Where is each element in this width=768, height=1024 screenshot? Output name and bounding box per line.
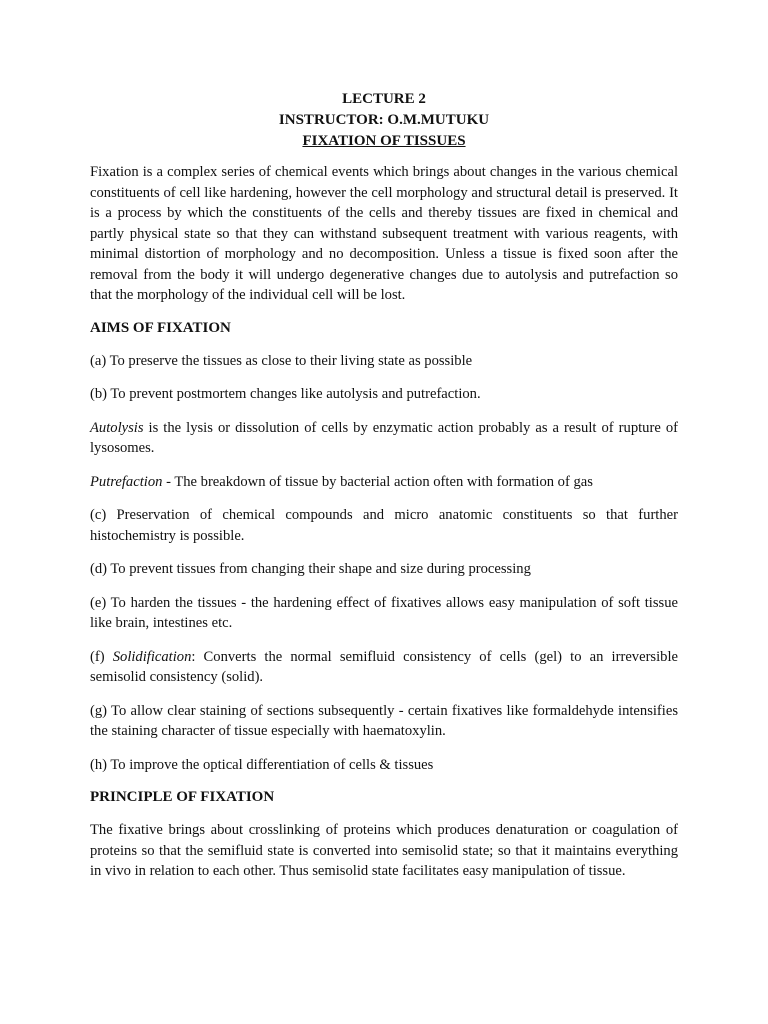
aim-h: (h) To improve the optical differentiation of cells & tissues — [90, 756, 434, 773]
aim-f — [90, 647, 678, 688]
autolysis-definition — [90, 418, 678, 459]
principle-paragraph: The fixative brings about crosslinking of proteins which produces denaturation or coagulation of proteins so that the semifluid state is converted into semisolid state; so that it maintains everything in vivo in relation to each other. Thus semisolid state facilitates easy manipulation of tissue. — [90, 822, 678, 879]
instructor-line: INSTRUCTOR: O.M.MUTUKU — [278, 112, 490, 128]
putrefaction-text: - The breakdown of tissue by bacterial action often with formation of gas — [162, 473, 593, 490]
title-block — [90, 89, 678, 152]
document-page — [90, 89, 678, 882]
putrefaction-definition — [90, 472, 678, 493]
autolysis-text: is the lysis or dissolution of cells by enzymatic action probably as a result of rupture of lysosomes. — [90, 419, 678, 456]
intro-paragraph: Fixation is a complex series of chemical events which brings about changes in the various chemical constituents of cell like hardening, however the cell morphology and structural detail is preserved. It is a process by which the constituents of the cells and thereby tissues are fixed in chemical and partly physical state so that they can withstand subsequent treatment with various reagents, with minimal distortion of morphology and no decomposition. Unless a tissue is fixed soon after the removal from the body it will undergo degenerative changes due to autolysis and putrefaction so that the morphology of the individual cell will be lost. — [90, 164, 678, 303]
aim-c: (c) Preservation of chemical compounds and micro anatomic constituents so that further histochemistry is possible. — [90, 507, 678, 544]
aims-heading: AIMS OF FIXATION — [90, 319, 231, 336]
lecture-number: LECTURE 2 — [342, 91, 426, 107]
solidification-term: Solidification — [112, 648, 192, 665]
aim-a: (a) To preserve the tissues as close to their living state as possible — [90, 352, 473, 369]
aim-f-text: : Converts the normal semifluid consistency of cells (gel) to an irreversible semisolid consistency (solid). — [90, 648, 678, 685]
principle-heading: PRINCIPLE OF FIXATION — [90, 789, 275, 805]
aim-d: (d) To prevent tissues from changing their shape and size during processing — [90, 561, 531, 577]
aim-g: (g) To allow clear staining of sections subsequently - certain fixatives like formaldehyde intensifies the staining character of tissue especially with haematoxylin. — [90, 702, 678, 739]
lecture-topic: FIXATION OF TISSUES — [302, 133, 466, 149]
putrefaction-term: Putrefaction — [90, 473, 163, 490]
autolysis-term: Autolysis — [90, 419, 144, 436]
aim-b: (b) To prevent postmortem changes like autolysis and putrefaction. — [90, 386, 481, 402]
aim-f-prefix: (f) — [90, 648, 113, 665]
aim-e: (e) To harden the tissues - the hardening effect of fixatives allows easy manipulation of soft tissue like brain, intestines etc. — [90, 594, 678, 631]
